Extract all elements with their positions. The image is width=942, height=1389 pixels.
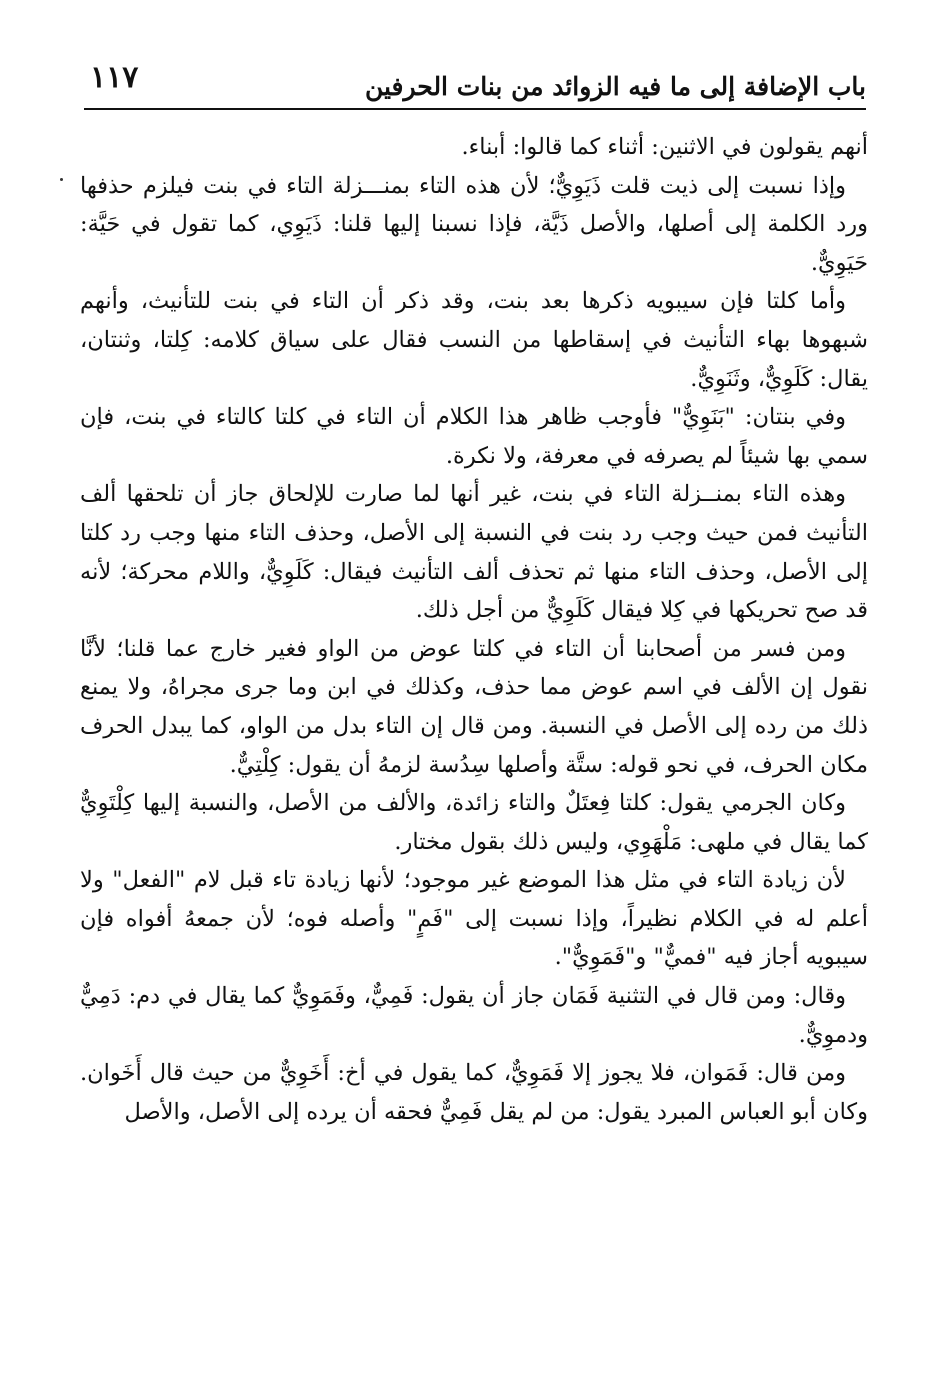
- paragraph: أنهم يقولون في الاثنين: أثناء كما قالوا: أبناء.: [461, 134, 868, 160]
- margin-dot: [60, 178, 63, 181]
- paragraph: وفي بنتان: "بَنَوِيٌّ" فأوجب ظاهر هذا الكلام أن التاء في كلتا كالتاء في بنت، فإن سمي بها شيئاً لم يصرفه في معرفة، ولا نكرة.: [80, 404, 868, 469]
- paragraph: ومن قال: فَمَوان، فلا يجوز إلا فَمَوِيٌّ، كما يقول في أخ: أَخَوِيٌّ من حيث قال أَخَوان. وكان أبو العباس المبرد يقول: من لم يقل فَمِيٌّ فحقه أن يرده إلى الأصل، والأصل: [80, 1060, 868, 1125]
- paragraph: وكان الجرمي يقول: كلتا فِعتَلٌ والتاء زائدة، والألف من الأصل، والنسبة إليها كِلْتَوِيٌّ كما يقال في ملهى: مَلْهَوِي، وليس ذلك بقول مختار.: [80, 790, 868, 855]
- paragraph: ومن فسر من أصحابنا أن التاء في كلتا عوض من الواو فغير خارج عما قلنا؛ لأنَّا نقول إن الألف في اسم عوض مما حذف، وكذلك في ابن وما جرى مجراهُ، ولا يمنع ذلك من رده إلى الأصل في النسبة. ومن قال إن التاء بدل من الواو، كما يبدل الحرف مكان الحرف، في نحو قوله: ستَّة وأصلها سِدُسة لزمهُ أن يقول: كِلْتِيٌّ.: [80, 635, 868, 778]
- body-text: [80, 128, 868, 1131]
- page-number: ١١٧: [90, 60, 139, 95]
- paragraph: وقال: ومن قال في التثنية فَمَان جاز أن يقول: فَمِيٌّ، وفَمَوِيٌّ كما يقال في دم: دَمِيٌّ ودموِيٌّ.: [80, 983, 868, 1048]
- paragraph: وهذه التاء بمنــزلة التاء في بنت، غير أنها لما صارت للإلحاق جاز أن تلحقها ألف التأنيث فمن حيث وجب رد بنت في النسبة إلى الأصل، وحذف التاء منها وجب رد كلتا إلى الأصل، وحذف التاء منها ثم تحذف ألف التأنيث فيقال: كَلَوِيٌّ، واللام محركة؛ لأنه قد صح تحريكها في كِلا فيقال كَلَوِيٌّ من أجل ذلك.: [80, 481, 868, 624]
- chapter-title: باب الإضافة إلى ما فيه الزوائد من بنات الحرفين: [364, 72, 866, 101]
- paragraph: وأما كلتا فإن سيبويه ذكرها بعد بنت، وقد ذكر أن التاء في بنت للتأنيث، وأنهم شبهوها بهاء التأنيث في إسقاطها من النسب فقال على سياق كلامه: كِلتا، وثنتان، يقال: كَلَوِيٌّ، وثَنَوِيٌّ.: [80, 288, 868, 392]
- paragraph: وإذا نسبت إلى ذيت قلت ذَيَوِيٌّ؛ لأن هذه التاء بمنـــزلة التاء في بنت فيلزم حذفها ورد الكلمة إلى أصلها، والأصل ذَيَّة، فإذا نسبنا إليها قلنا: ذَيَوِي، كما تقول في حَيَّة: حَيَوِيٌّ.: [80, 172, 868, 276]
- paragraph: لأن زيادة التاء في مثل هذا الموضع غير موجود؛ لأنها زيادة تاء قبل لام "الفعل" ولا أعلم له في الكلام نظيراً، وإذا نسبت إلى "فَمٍ" وأصله فوه؛ لأن جمعهُ أفواه فإن سيبويه أجاز فيه "فميٌّ" و"فَمَوِيٌّ".: [80, 867, 868, 971]
- page-header: [84, 58, 866, 110]
